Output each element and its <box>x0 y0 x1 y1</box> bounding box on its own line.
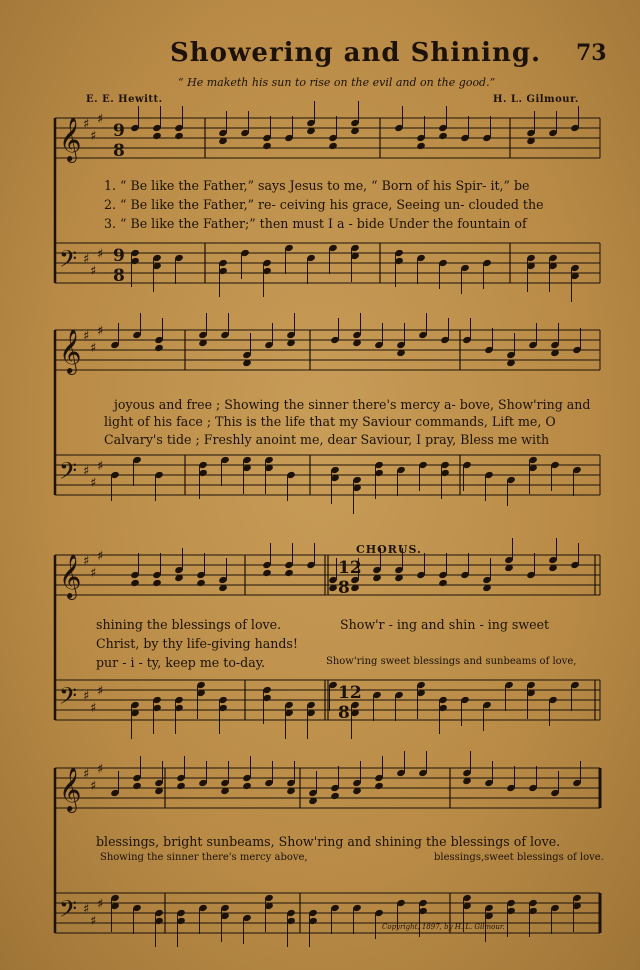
svg-text:♯: ♯ <box>97 459 104 474</box>
copyright-notice: Copyright, 1897, by H. L. Gilmour. <box>382 923 505 931</box>
s4-chorus-line: blessings, bright sunbeams, Show'ring and shining the blessings of love. <box>96 834 561 849</box>
epigraph: “ He maketh his sun to rise on the evil and on the good.” <box>178 76 496 89</box>
svg-text:♯: ♯ <box>83 117 90 132</box>
svg-text:9: 9 <box>113 121 125 141</box>
hymn-title: Showering and Shining. <box>170 38 542 68</box>
svg-text:♯: ♯ <box>97 112 104 127</box>
svg-text:𝄢: 𝄢 <box>59 895 78 928</box>
svg-text:𝄞: 𝄞 <box>59 554 82 598</box>
svg-text:𝄞: 𝄞 <box>59 767 82 811</box>
svg-text:♯: ♯ <box>90 264 97 279</box>
svg-text:9: 9 <box>113 246 125 266</box>
s2-verse-2: light of his face ; This is the life that my Saviour commands, Lift me, O <box>104 414 556 429</box>
svg-text:𝄢: 𝄢 <box>59 245 78 278</box>
svg-text:♯: ♯ <box>83 464 90 479</box>
svg-text:♯: ♯ <box>90 914 97 929</box>
svg-text:♯: ♯ <box>97 762 104 777</box>
svg-text:𝄢: 𝄢 <box>59 682 78 715</box>
svg-text:♯: ♯ <box>83 689 90 704</box>
svg-text:♯: ♯ <box>83 767 90 782</box>
s3-chorus-bass-line: Show'ring sweet blessings and sunbeams of love, <box>326 656 577 667</box>
svg-text:♯: ♯ <box>97 247 104 262</box>
composer-credit: H. L. Gilmour. <box>493 94 579 105</box>
svg-text:♯: ♯ <box>90 566 97 581</box>
s2-verse-3: Calvary's tide ; Freshly anoint me, dear Saviour, I pray, Bless me with <box>104 432 550 447</box>
lyricist-credit: E. E. Hewitt. <box>86 94 163 105</box>
svg-text:12: 12 <box>338 683 362 703</box>
svg-text:8: 8 <box>113 141 125 161</box>
svg-text:𝄞: 𝄞 <box>59 117 82 161</box>
svg-text:♯: ♯ <box>83 252 90 267</box>
svg-text:♯: ♯ <box>83 902 90 917</box>
svg-text:♯: ♯ <box>83 554 90 569</box>
svg-text:♯: ♯ <box>90 476 97 491</box>
svg-text:♯: ♯ <box>90 779 97 794</box>
svg-text:8: 8 <box>338 578 350 598</box>
s3-verse-1: shining the blessings of love. <box>96 617 282 632</box>
svg-text:8: 8 <box>113 266 125 286</box>
svg-text:♯: ♯ <box>97 897 104 912</box>
svg-text:8: 8 <box>338 703 350 723</box>
s3-chorus-line: Show'r - ing and shin - ing sweet <box>340 617 550 632</box>
svg-text:♯: ♯ <box>90 129 97 144</box>
s3-verse-2: Christ, by thy life-giving hands! <box>96 636 298 651</box>
svg-text:♯: ♯ <box>83 329 90 344</box>
s3-verse-3: pur - i - ty, keep me to-day. <box>96 655 266 670</box>
svg-text:𝄞: 𝄞 <box>59 329 82 373</box>
s1-verse-2: 2. “ Be like the Father,” re- ceiving his grace, Seeing un- clouded the <box>104 197 544 212</box>
s1-verse-3: 3. “ Be like the Father;” then must I a - bide Under the fountain of <box>104 216 527 231</box>
svg-text:♯: ♯ <box>90 701 97 716</box>
page-number: 73 <box>576 40 607 66</box>
s4-bass-right: blessings,sweet blessings of love. <box>434 852 604 863</box>
svg-text:♯: ♯ <box>97 684 104 699</box>
svg-text:12: 12 <box>338 558 362 578</box>
s2-verse-1: joyous and free ; Showing the sinner there's mercy a- bove, Show'ring and <box>114 397 591 412</box>
svg-text:♯: ♯ <box>90 341 97 356</box>
chorus-label: CHORUS. <box>356 543 422 556</box>
svg-text:♯: ♯ <box>97 324 104 339</box>
s1-verse-1: 1. “ Be like the Father,” says Jesus to me, “ Born of his Spir- it,” be <box>104 178 530 193</box>
svg-text:♯: ♯ <box>97 549 104 564</box>
svg-text:𝄢: 𝄢 <box>59 457 78 490</box>
s4-bass-left: Showing the sinner there's mercy above, <box>100 852 308 863</box>
